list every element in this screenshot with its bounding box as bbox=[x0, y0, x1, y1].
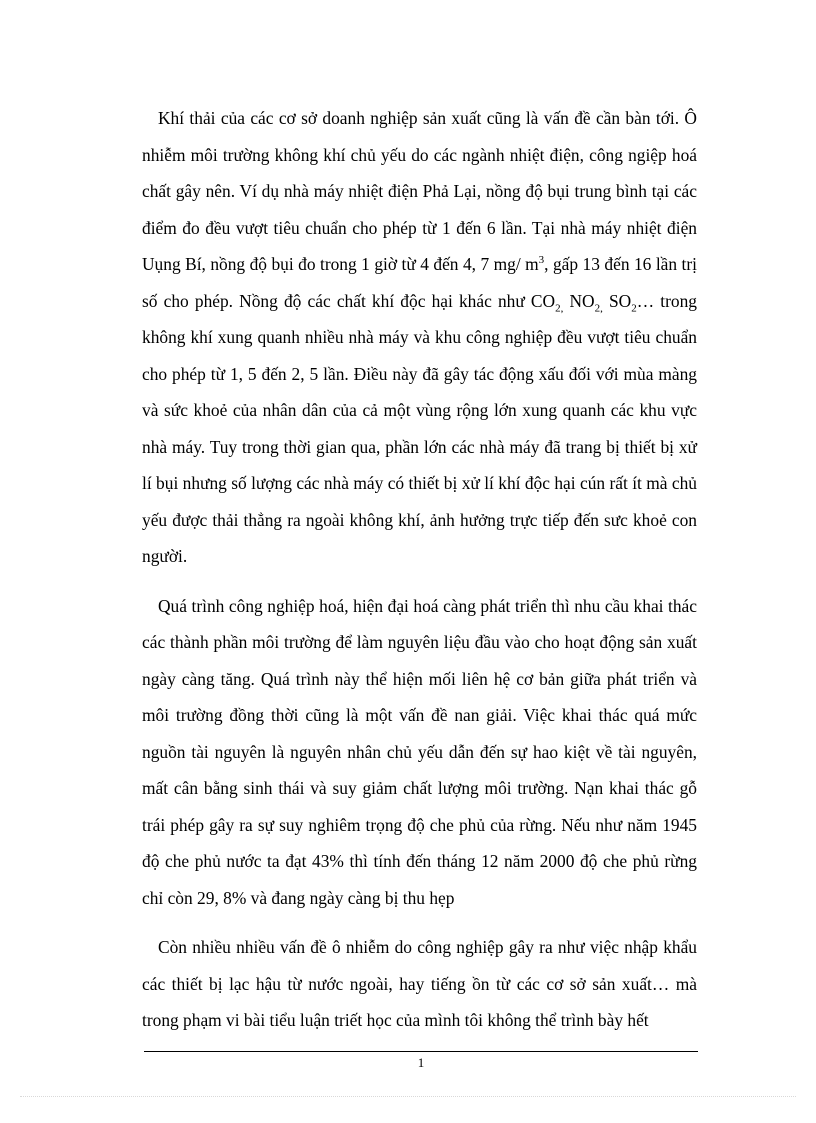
text-run: Quá trình công nghiệp hoá, hiện đại hoá càng phát triển thì nhu cầu khai thác các thành phần môi trường để làm nguyên liệu đầu vào cho hoạt động sản xuất ngày càng tăng. Quá trình này thể hiện mối liên hệ cơ bản giữa phát triển và môi trường đồng thời cũng là một vấn đề nan giải. Việc khai thác quá mức nguồn tài nguyên là nguyên nhân chủ yếu dẫn đến sự hao kiệt về tài nguyên, mất cân bằng sinh thái và suy giảm chất lượng môi trường. Nạn khai thác gỗ trái phép gây ra sự suy nghiêm trọng độ che phủ của rừng. Nếu như năm 1945 độ che phủ nước ta đạt 43% thì tính đến tháng 12 năm 2000 độ che phủ rừng chỉ còn 29, 8% và đang ngày càng bị thu hẹp bbox=[142, 595, 697, 908]
text-run: NO bbox=[563, 290, 595, 311]
page-number: 1 bbox=[417, 1055, 425, 1070]
subscript: 2, bbox=[555, 301, 564, 314]
subscript: 2 bbox=[631, 301, 637, 314]
text-run: SO bbox=[602, 290, 632, 311]
text-run: , gấp 13 đến 16 lần trị số cho phép. Nồng độ các chất khí độc hại khác như CO bbox=[142, 254, 697, 311]
text-run: … trong không khí xung quanh nhiều nhà máy và khu công nghiệp đều vượt tiêu chuẩn cho phép từ 1, 5 đến 2, 5 lần. Điều này đã gây tác động xấu đối với mùa màng và sức khoẻ của nhân dân của cả một vùng rộng lớn xung quanh các khu vực nhà máy. Tuy trong thời gian qua, phần lớn các nhà máy đã trang bị thiết bị xử lí bụi nhưng số lượng các nhà máy có thiết bị xử lí khí độc hại cún rất ít mà chủ yếu được thải thẳng ra ngoài không khí, ảnh hưởng trực tiếp đến sưc khoẻ con người. bbox=[142, 290, 698, 566]
text-run: Khí thải của các cơ sở doanh nghiệp sản xuất cũng là vấn đề cần bàn tới. Ô nhiễm môi trường không khí chủ yếu do các ngành nhiệt điện, công ngiệp hoá chất gây nên. Ví dụ nhà máy nhiệt điện Phả Lại, nồng độ bụi trung bình tại các điểm đo đều vượt tiêu chuẩn cho phép từ 1 đến 6 lần. Tại nhà máy nhiệt điện Uụng Bí, nồng độ bụi đo trong 1 giờ từ 4 đến 4, 7 mg/ m bbox=[142, 108, 697, 274]
text-run: Còn nhiều nhiều vấn đề ô nhiễm do công nghiệp gây ra như việc nhập khẩu các thiết bị lạc hậu từ nước ngoài, hay tiếng ồn từ các cơ sở sản xuất… mà trong phạm vi bài tiểu luận triết học của mình tôi không thể trình bày hết bbox=[142, 937, 697, 1030]
paragraph-industrial-emissions bbox=[142, 100, 697, 575]
paragraph-other-pollution bbox=[142, 929, 697, 1039]
superscript: 3 bbox=[538, 254, 545, 267]
footer-divider bbox=[144, 1051, 698, 1052]
document-body bbox=[142, 100, 697, 1052]
paragraph-resource-exploitation bbox=[142, 588, 697, 917]
page-boundary-dotted-line bbox=[20, 1096, 796, 1097]
subscript: 2, bbox=[594, 301, 603, 314]
